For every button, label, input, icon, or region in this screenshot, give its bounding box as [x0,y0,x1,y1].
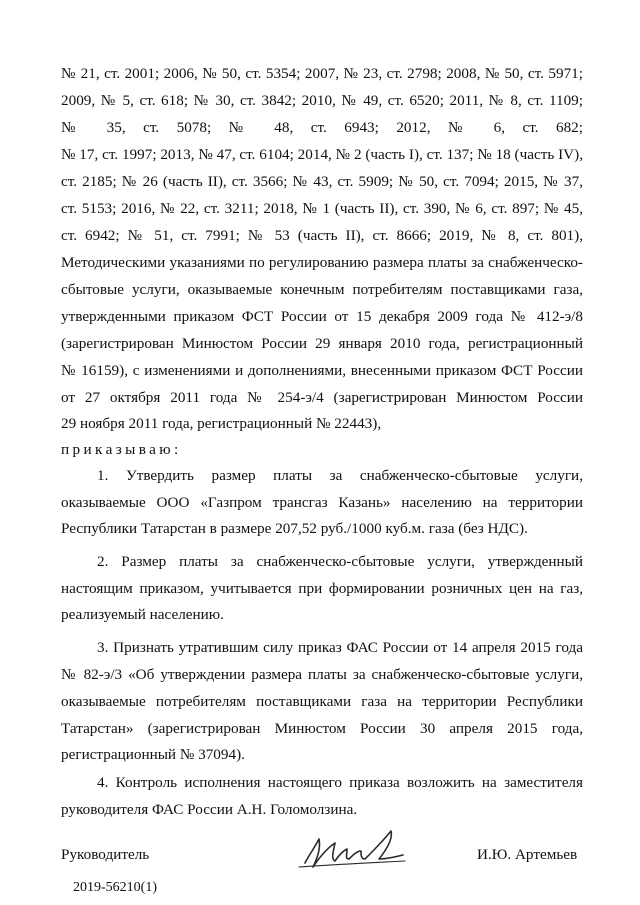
preamble-line: 2009, № 5, ст. 618; № 30, ст. 3842; 2010, № 49, ст. 6520; 2011, № 8, ст. 1109; [61,92,583,109]
item-3-line: Татарстан» (зарегистрирован Минюстом России 30 апреля 2015 года, [61,720,583,737]
item-1-line: 1. Утвердить размер платы за снабженческо-сбытовые услуги, [97,467,583,484]
item-1-line: оказываемые ООО «Газпром трансгаз Казань» населению на территории [61,494,583,511]
item-2-line: реализуемый населению. [61,606,224,623]
item-3-line: регистрационный № 37094). [61,746,245,763]
item-1-line: Республики Татарстан в размере 207,52 руб./1000 куб.м. газа (без НДС). [61,520,528,537]
preamble-line: от 27 октября 2011 года № 254-э/4 (зарегистрирован Минюстом России [61,389,583,406]
item-3-line: № 82-э/3 «Об утверждении размера платы за снабженческо-сбытовые услуги, [61,666,583,683]
decree-word: приказываю: [61,441,182,458]
signatory-title: Руководитель [61,846,150,863]
preamble-line: Методическими указаниями по регулированию размера платы за снабженческо- [61,254,583,271]
preamble-line: № 17, ст. 1997; 2013, № 47, ст. 6104; 2014, № 2 (часть I), ст. 137; № 18 (часть IV), [61,146,583,163]
preamble-line: 29 ноября 2011 года, регистрационный № 22443), [61,415,382,432]
handwritten-signature [295,825,435,875]
preamble-line: № 21, ст. 2001; 2006, № 50, ст. 5354; 2007, № 23, ст. 2798; 2008, № 50, ст. 5971; [61,65,583,82]
preamble-line: ст. 2185; № 26 (часть II), ст. 3566; № 43, ст. 5909; № 50, ст. 7094; 2015, № 37, [61,173,583,190]
signatory-name: И.Ю. Артемьев [477,846,578,863]
item-2-line: настоящим приказом, учитывается при формировании розничных цен на газ, [61,580,583,597]
item-4-line: руководителя ФАС России А.Н. Голомолзина. [61,801,358,818]
item-4-line: 4. Контроль исполнения настоящего приказа возложить на заместителя [97,774,583,791]
preamble-line: сбытовые услуги, оказываемые конечным потребителям поставщиками газа, [61,281,583,298]
document-number: 2019-56210(1) [73,880,157,895]
item-3-line: 3. Признать утратившим силу приказ ФАС России от 14 апреля 2015 года [97,639,583,656]
item-3-line: оказываемые потребителям поставщиками газа на территории Республики [61,693,583,710]
preamble-line: № 35, ст. 5078; № 48, ст. 6943; 2012, № 6, ст. 682; [61,119,583,136]
item-2-line: 2. Размер платы за снабженческо-сбытовые услуги, утвержденный [97,553,583,570]
preamble-line: ст. 5153; 2016, № 22, ст. 3211; 2018, № 1 (часть II), ст. 390, № 6, ст. 897; № 45, [61,200,583,217]
preamble-line: ст. 6942; № 51, ст. 7991; № 53 (часть II), ст. 8666; 2019, № 8, ст. 801), [61,227,583,244]
preamble-line: № 16159), с изменениями и дополнениями, внесенными приказом ФСТ России [61,362,583,379]
preamble-line: утвержденными приказом ФСТ России от 15 декабря 2009 года № 412-э/8 [61,308,583,325]
preamble-line: (зарегистрирован Минюстом России 29 января 2010 года, регистрационный [61,335,583,352]
